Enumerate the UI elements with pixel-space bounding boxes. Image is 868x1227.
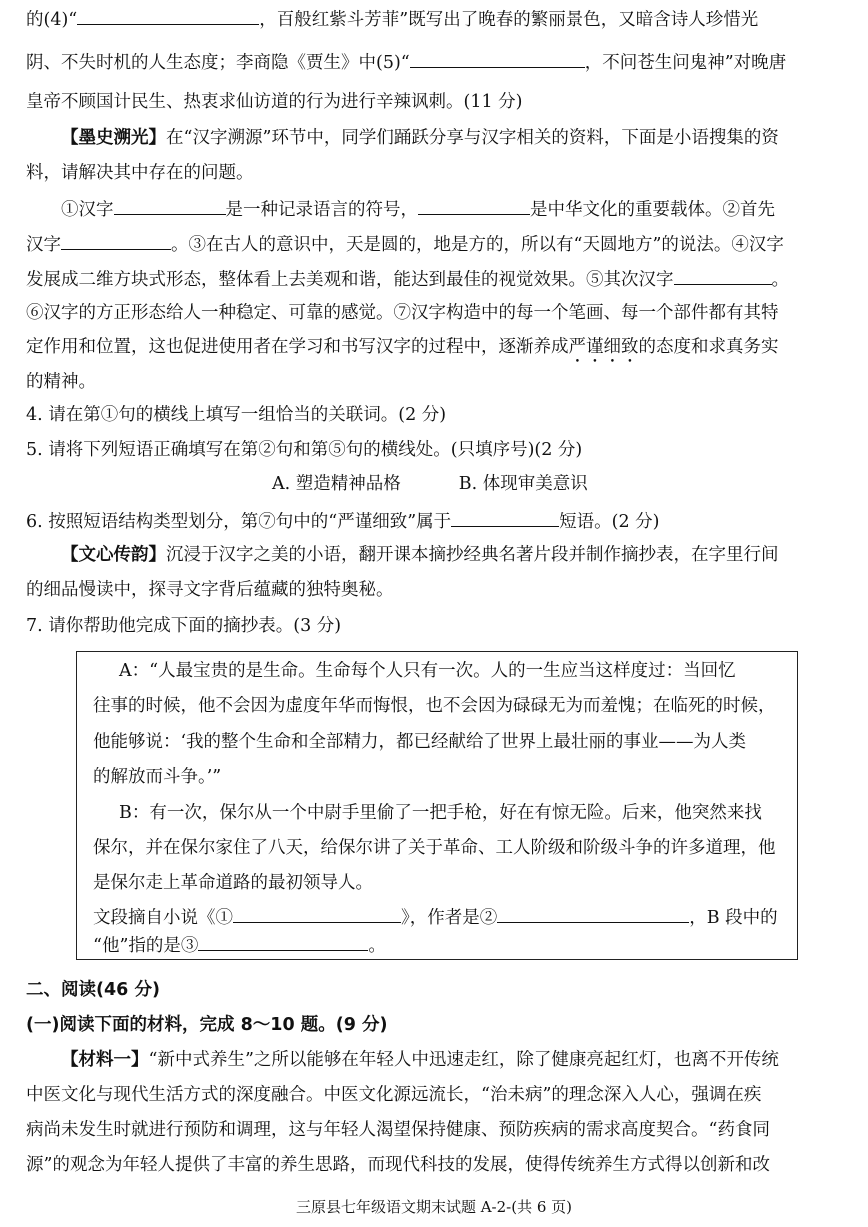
text: 是一种记录语言的符号， xyxy=(225,200,418,220)
section-wenxin-cont: 的细品慢读中，探寻文字背后蕴藏的独特奥秘。 xyxy=(26,580,394,600)
excerpt-a-2: 往事的时候，他不会因为虚度年华而悔恨，也不会因为碌碌无为而羞愧；在临死的时候， xyxy=(93,696,776,716)
excerpt-b-3: 是保尔走上革命道路的最初领导人。 xyxy=(93,873,373,893)
text: ，百般红紫斗芳菲”既写出了晚春的繁丽景色，又暗含诗人珍惜光 xyxy=(259,10,759,30)
answer-blank[interactable] xyxy=(451,506,559,527)
answer-blank-novel[interactable] xyxy=(233,902,401,923)
text: 发展成二维方块式形态，整体看上去美观和谐，能达到最佳的视觉效果。⑤其次汉字 xyxy=(26,270,674,290)
excerpt-question-1 xyxy=(93,902,785,932)
excerpt-b-2: 保尔，并在保尔家住了八天，给保尔讲了关于革命、工人阶级和阶级斗争的许多道理，他 xyxy=(93,838,776,858)
excerpt-b-1: B：有一次，保尔从一个中尉手里偷了一把手枪，好在有惊无险。后来，他突然来找 xyxy=(119,803,762,823)
text: ，不问苍生问鬼神”对晚唐 xyxy=(584,53,787,73)
text: ，B 段中的 xyxy=(689,908,778,928)
section-tag: 【墨史溯光】 xyxy=(61,128,166,148)
text: 阴、不失时机的人生态度；李商隐《贾生》中(5)“ xyxy=(26,53,410,73)
question-5: 5. 请将下列短语正确填写在第②句和第⑤句的横线处。(只填序号)(2 分) xyxy=(26,440,583,460)
text: 。 xyxy=(771,270,789,290)
text: 的态度和求真务实 xyxy=(638,337,779,357)
excerpt-table xyxy=(76,651,798,960)
question-5-options xyxy=(26,470,842,498)
passage-line-2 xyxy=(26,229,842,259)
section-reading-title: 二、阅读(46 分) xyxy=(26,980,160,1000)
text: 定作用和位置，这也促进使用者在学习和书写汉字的过程中，逐渐养成 xyxy=(26,337,569,357)
answer-blank[interactable] xyxy=(418,194,530,215)
answer-blank-5[interactable] xyxy=(410,47,585,68)
passage-line-6: 的精神。 xyxy=(26,372,96,392)
text: 短语。(2 分) xyxy=(559,512,660,532)
text: 在“汉字溯源”环节中，同学们踊跃分享与汉字相关的资料，下面是小语搜集的资 xyxy=(166,128,779,148)
text: 文段摘自小说《① xyxy=(93,908,233,928)
text: 的(4)“ xyxy=(26,10,78,30)
answer-blank-author[interactable] xyxy=(497,902,689,923)
passage-line-1 xyxy=(26,194,842,224)
poem-line-3: 皇帝不顾国计民生、热衷求仙访道的行为进行辛辣讽刺。(11 分) xyxy=(26,92,523,112)
material-1-line-2: 中医文化与现代生活方式的深度融合。中医文化源远流长，“治未病”的理念深入人心，强调在疾 xyxy=(26,1085,762,1105)
poem-line-2 xyxy=(26,47,842,77)
text: 。③在古人的意识中，天是圆的，地是方的，所以有“天圆地方”的说法。④汉字 xyxy=(171,235,784,255)
material-1-line-3: 病尚未发生时就进行预防和调理，这与年轻人渴望保持健康、预防疾病的需求高度契合。“药食同 xyxy=(26,1120,770,1140)
section-tag: 【材料一】 xyxy=(61,1050,149,1070)
text: 沉浸于汉字之美的小语，翻开课本摘抄经典名著片段并制作摘抄表，在字里行间 xyxy=(166,545,779,565)
option-b: B. 体现审美意识 xyxy=(458,474,588,494)
section-tag: 【文心传韵】 xyxy=(61,545,166,565)
answer-blank[interactable] xyxy=(674,264,772,285)
section-moshi-cont: 料，请解决其中存在的问题。 xyxy=(26,163,254,183)
emphasis-text: 严谨细致 xyxy=(568,337,639,357)
section-moshi xyxy=(26,124,842,152)
text: 6. 按照短语结构类型划分，第⑦句中的“严谨细致”属于 xyxy=(26,512,452,532)
text: 》，作者是② xyxy=(401,908,498,928)
answer-blank-4[interactable] xyxy=(77,4,259,25)
text: “他”指的是③ xyxy=(93,936,199,956)
excerpt-a-1: A：“人最宝贵的是生命。生命每个人只有一次。人的一生应当这样度过：当回忆 xyxy=(119,661,736,681)
passage-line-3 xyxy=(26,264,842,294)
page-footer: 三原县七年级语文期末试题 A-2-(共 6 页) xyxy=(295,1198,573,1216)
answer-blank[interactable] xyxy=(114,194,226,215)
subsection-title: (一)阅读下面的材料，完成 8～10 题。(9 分) xyxy=(26,1015,388,1035)
passage-line-5 xyxy=(26,333,842,367)
answer-blank[interactable] xyxy=(61,229,171,250)
question-4: 4. 请在第①句的横线上填写一组恰当的关联词。(2 分) xyxy=(26,405,447,425)
section-wenxin xyxy=(26,541,842,569)
text: ①汉字 xyxy=(61,200,114,220)
material-1-line-4: 源”的观念为年轻人提供了丰富的养生思路，而现代科技的发展，使得传统养生方式得以创新和改 xyxy=(26,1155,770,1175)
excerpt-question-2 xyxy=(93,930,785,960)
question-6 xyxy=(26,506,842,536)
passage-line-4: ⑥汉字的方正形态给人一种稳定、可靠的感觉。⑦汉字构造中的每一个笔画、每一个部件都有其特 xyxy=(26,303,779,323)
poem-line-1 xyxy=(26,4,842,34)
material-1-line-1 xyxy=(26,1046,842,1074)
question-7: 7. 请你帮助他完成下面的摘抄表。(3 分) xyxy=(26,616,342,636)
option-a: A. 塑造精神品格 xyxy=(272,474,401,494)
text: 汉字 xyxy=(26,235,61,255)
text: 。 xyxy=(368,936,386,956)
answer-blank-he[interactable] xyxy=(198,930,368,951)
excerpt-a-3: 他能够说：‘我的整个生命和全部精力，都已经献给了世界上最壮丽的事业——为人类 xyxy=(93,732,747,752)
excerpt-a-4: 的解放而斗争。’” xyxy=(93,767,222,787)
text: 是中华文化的重要载体。②首先 xyxy=(530,200,775,220)
text: “新中式养生”之所以能够在年轻人中迅速走红，除了健康亮起红灯，也离不开传统 xyxy=(148,1050,779,1070)
